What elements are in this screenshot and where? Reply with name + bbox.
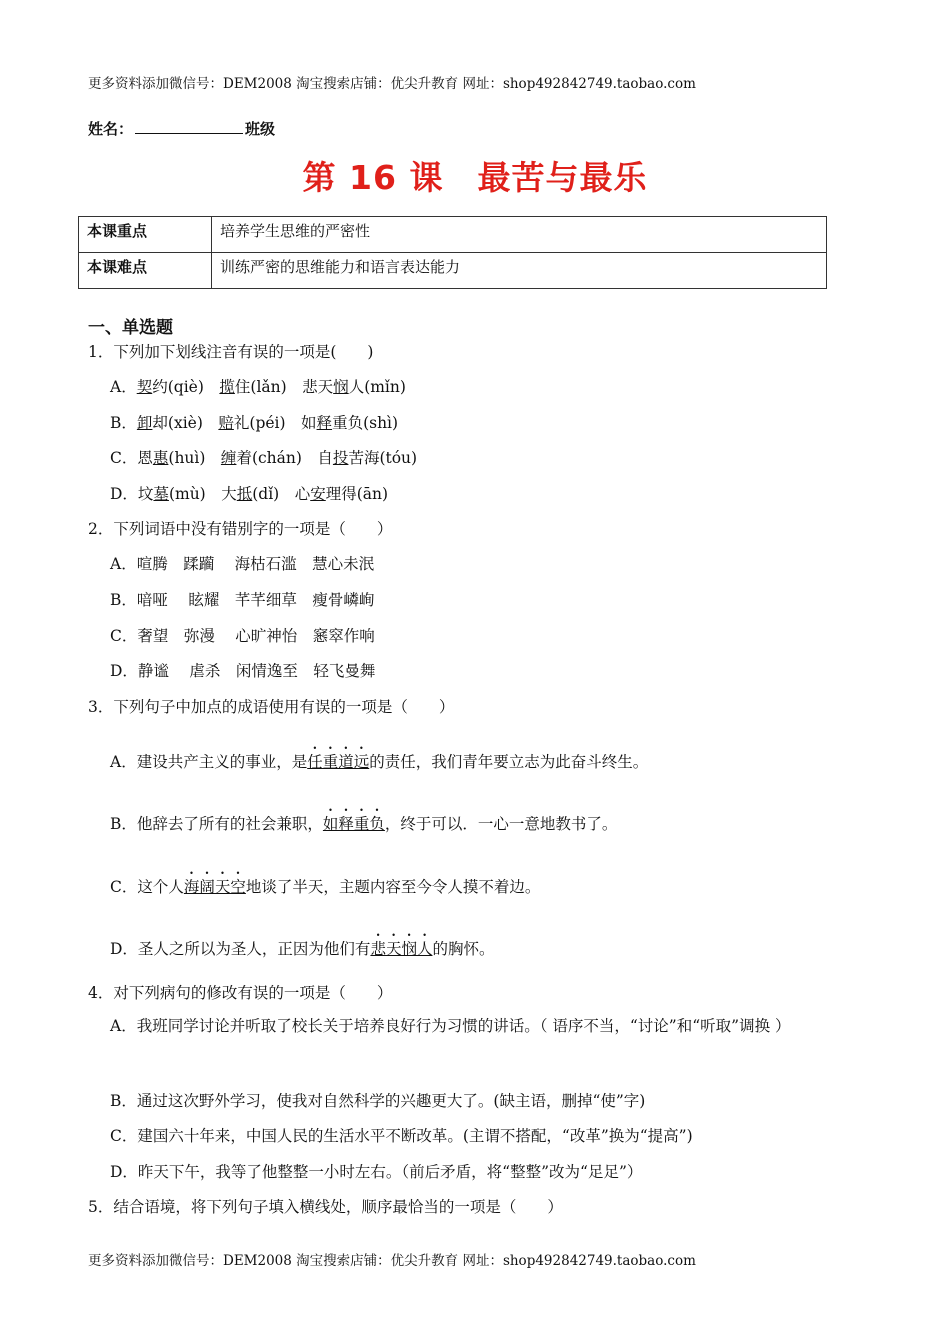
q1-option-b[interactable] <box>110 411 398 433</box>
page-footer: 更多资料添加微信号：DEM2008 淘宝搜索店铺：优尖升教育 网址：shop492842749.taobao.com <box>88 1253 696 1269</box>
option-text: 地谈了半天，主题内容至今令人摸不着边。 <box>245 878 541 896</box>
objectives-table <box>78 216 827 289</box>
underlined-char: 抵 <box>236 485 253 503</box>
name-label: 姓名： <box>88 120 134 138</box>
question-5-stem: 5．结合语境，将下列句子填入横线处，顺序最恰当的一项是（ ） <box>88 1198 563 1216</box>
underlined-char: 卸 <box>136 414 153 432</box>
option-text: A．建设共产主义的事业，是 <box>110 753 308 771</box>
question-2-stem: 2．下列词语中没有错别字的一项是（ ） <box>88 520 393 538</box>
dotted-idiom: 任重道远 <box>307 753 370 771</box>
option-text: 理得(ān) <box>325 485 389 503</box>
option-text: 约(qiè) <box>152 378 220 396</box>
option-text: 人(mǐn) <box>348 378 406 396</box>
dotted-idiom: 如释重负 <box>322 815 385 833</box>
page-header: 更多资料添加微信号：DEM2008 淘宝搜索店铺：优尖升教育 网址：shop492842749.taobao.com <box>88 76 696 92</box>
q1-option-c[interactable] <box>110 446 417 468</box>
underlined-char: 安 <box>310 485 326 503</box>
dotted-idiom: 海阔天空 <box>183 878 246 896</box>
class-label: 班级 <box>245 120 276 138</box>
objective-key: 本课重点 <box>79 217 212 253</box>
question-3-stem: 3．下列句子中加点的成语使用有误的一项是（ ） <box>88 698 455 716</box>
option-text: 礼(péi) 如 <box>233 414 317 432</box>
q4-option-d[interactable]: D．昨天下午，我等了他整整一小时左右。（前后矛盾，将“整整”改为“足足”） <box>110 1163 643 1181</box>
option-text: B．他辞去了所有的社会兼职， <box>110 815 323 833</box>
option-text: 着(chán) 自 <box>236 449 333 467</box>
option-text: 苦海(tóu) <box>348 449 418 467</box>
option-text: 重负(shì) <box>332 414 399 432</box>
underlined-char: 揽 <box>219 378 235 396</box>
option-text: 却(xiè) <box>152 414 219 432</box>
underlined-char: 惠 <box>152 449 169 467</box>
objective-key: 本课难点 <box>79 253 212 289</box>
underlined-char: 赔 <box>218 414 234 432</box>
q2-option-c[interactable]: C．奢望 弥漫 心旷神怡 窸窣作响 <box>110 627 375 645</box>
q3-option-b[interactable] <box>110 806 617 834</box>
underlined-char: 释 <box>316 414 333 432</box>
option-text: 的责任，我们青年要立志为此奋斗终生。 <box>369 753 649 771</box>
dotted-idiom: 悲天悯人 <box>370 940 433 958</box>
option-text: 的胸怀。 <box>432 940 495 958</box>
option-text: C．这个人 <box>110 878 184 896</box>
question-4-stem: 4．对下列病句的修改有误的一项是（ ） <box>88 984 393 1002</box>
q3-option-a[interactable] <box>110 744 648 772</box>
underlined-char: 缠 <box>220 449 237 467</box>
q1-option-a[interactable] <box>110 375 406 397</box>
q2-option-b[interactable]: B．喑哑 眩耀 芊芊细草 瘦骨嶙峋 <box>110 591 375 609</box>
option-text: 住(lǎn) 悲天 <box>234 378 334 396</box>
q4-option-a[interactable]: A．我班同学讨论并听取了校长关于培养良好行为习惯的讲话。（ 语序不当，“讨论”和“听取”调换 ） <box>110 1017 791 1035</box>
table-row <box>79 253 827 289</box>
underlined-char: 契 <box>136 378 153 396</box>
q4-option-c[interactable]: C．建国六十年来，中国人民的生活水平不断改革。(主谓不搭配，“改革”换为“提高”) <box>110 1127 693 1145</box>
q2-option-d[interactable]: D．静谧 虐杀 闲情逸至 轻飞曼舞 <box>110 662 376 680</box>
objective-value: 培养学生思维的严密性 <box>212 217 827 253</box>
section-heading: 一、单选题 <box>88 318 173 338</box>
question-1-stem: 1．下列加下划线注音有误的一项是( ) <box>88 343 374 361</box>
option-text: (dǐ) 心 <box>252 485 311 503</box>
option-text: C．恩 <box>110 449 153 467</box>
underlined-char: 悯 <box>333 378 349 396</box>
name-line <box>88 118 275 139</box>
name-blank[interactable] <box>135 119 243 134</box>
underlined-char: 墓 <box>153 485 169 503</box>
option-text: (mù) 大 <box>168 485 237 503</box>
objective-value: 训练严密的思维能力和语言表达能力 <box>212 253 827 289</box>
lesson-title: 第 16 课 最苦与最乐 <box>302 158 648 197</box>
option-text: A． <box>110 378 137 396</box>
option-text: (huì) <box>168 449 221 467</box>
q3-option-d[interactable] <box>110 931 494 959</box>
table-row <box>79 217 827 253</box>
q1-option-d[interactable] <box>110 482 388 504</box>
option-text: D．坟 <box>110 485 154 503</box>
q2-option-a[interactable]: A．喧腾 蹂躏 海枯石滥 慧心未泯 <box>110 555 375 573</box>
option-text: ，终于可以．一心一意地教书了。 <box>384 815 618 833</box>
q4-option-b[interactable]: B．通过这次野外学习，使我对自然科学的兴趣更大了。(缺主语，删掉“使”字) <box>110 1092 646 1110</box>
underlined-char: 投 <box>332 449 349 467</box>
option-text: D．圣人之所以为圣人，正因为他们有 <box>110 940 371 958</box>
option-text: B． <box>110 414 137 432</box>
q3-option-c[interactable] <box>110 869 540 897</box>
